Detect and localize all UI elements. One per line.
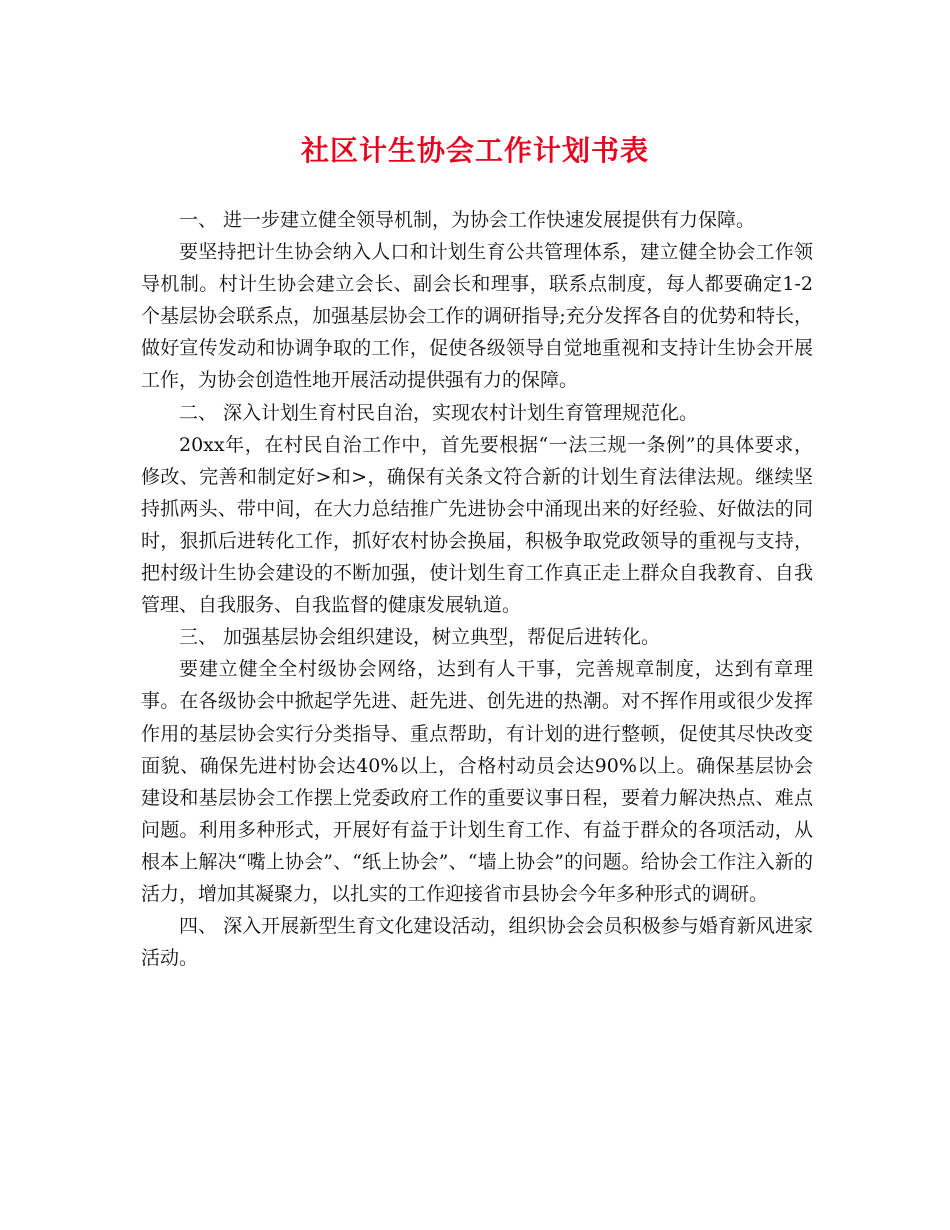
section-heading-2: 二、 深入计划生育村民自治，实现农村计划生育管理规范化。 — [179, 401, 699, 424]
document-title: 社区计生协会工作计划书表 — [300, 134, 649, 167]
section-heading-4: 四、 深入开展新型生育文化建设活动，组织协会会员积极参与婚育新风进家活动。 — [141, 915, 813, 970]
document-body — [141, 204, 813, 974]
section-body-3: 要建立健全全村级协会网络，达到有人干事，完善规章制度，达到有章理事。在各级协会中掀起学先进、赶先进、创先进的热潮。对不挥作用或很少发挥作用的基层协会实行分类指导、重点帮助，有计划的进行整顿，促使其尽快改变面貌、确保先进村协会达40%以上，合格村动员会达90%以上。确保基层协会建设和基层协会工作摆上党委政府工作的重要议事日程，要着力解决热点、难点问题。利用多种形式，开展好有益于计划生育工作、有益于群众的各项活动，从根本上解决“嘴上协会”、“纸上协会”、“墙上协会”的问题。给协会工作注入新的活力，增加其凝聚力，以扎实的工作迎接省市县协会今年多种形式的调研。 — [141, 658, 813, 905]
section-body-1: 要坚持把计生协会纳入人口和计划生育公共管理体系，建立健全协会工作领导机制。村计生协会建立会长、副会长和理事，联系点制度，每人都要确定1-2个基层协会联系点，加强基层协会工作的调研指导;充分发挥各自的优势和特长，做好宣传发动和协调争取的工作，促使各级领导自觉地重视和支持计生协会开展工作，为协会创造性地开展活动提供强有力的保障。 — [141, 241, 813, 392]
section-heading-1: 一、 进一步建立健全领导机制，为协会工作快速发展提供有力保障。 — [179, 209, 756, 231]
section-heading-3: 三、 加强基层协会组织建设，树立典型，帮促后进转化。 — [179, 626, 661, 649]
section-body-2: 20xx年，在村民自治工作中，首先要根据“一法三规一条例”的具体要求，修改、完善和制定好>和>，确保有关条文符合新的计划生育法律法规。继续坚持抓两头、带中间，在大力总结推广先进协会中涌现出来的好经验、好做法的同时，狠抓后进转化工作，抓好农村协会换届，积极争取党政领导的重视与支持，把村级计生协会建设的不断加强，使计划生育工作真正走上群众自我教育、自我管理、自我服务、自我监督的健康发展轨道。 — [141, 433, 813, 617]
